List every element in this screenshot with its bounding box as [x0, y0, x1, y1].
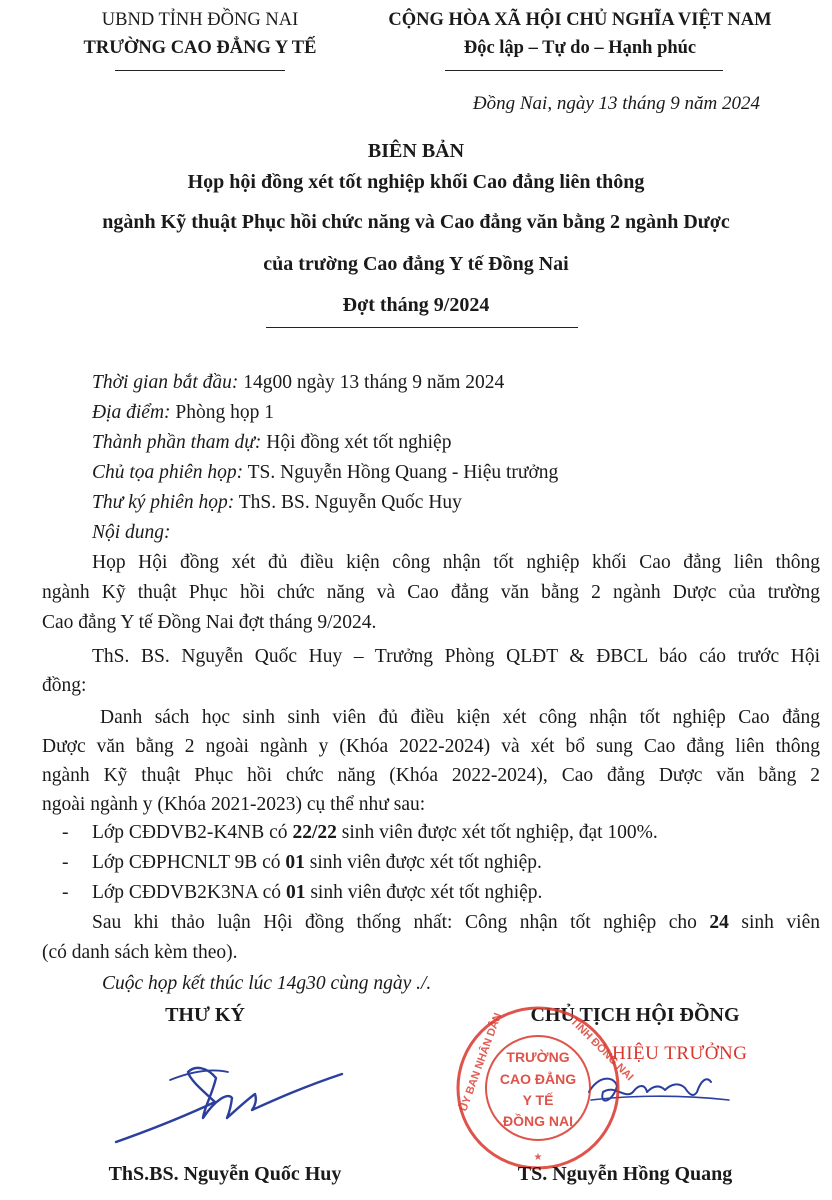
start-time-row	[92, 372, 504, 394]
stamp-ring-right: TỈNH ĐỒNG NAI	[567, 1015, 636, 1084]
bullet-dash: -	[62, 822, 69, 843]
motto: Độc lập – Tự do – Hạnh phúc	[463, 38, 697, 58]
stamp-ring-left: ỦY BAN NHÂN DÂN	[457, 1011, 505, 1114]
right-header-underline	[445, 70, 723, 71]
para1-line2: ngành Kỹ thuật Phục hồi chức năng và Cao đẳng văn bằng 2 ngành Dược của trường	[42, 582, 820, 603]
bullet-dash: -	[62, 852, 69, 873]
chairman-name: TS. Nguyễn Hồng Quang	[517, 1163, 733, 1185]
bullet-item-3	[92, 882, 542, 904]
stamp-line-3: Y TẾ	[522, 1092, 554, 1108]
start-time-value: 14g00 ngày 13 tháng 9 năm 2024	[238, 372, 505, 393]
title-line-5: Đợt tháng 9/2024	[342, 294, 490, 316]
attendees-row	[92, 432, 451, 454]
chair-label: Chủ tọa phiên họp:	[92, 462, 244, 483]
bullet-3-text-c: sinh viên được xét tốt nghiệp.	[305, 882, 543, 903]
para3-line3: ngành Kỹ thuật Phục hồi chức năng (Khóa 2022-2024), Cao đẳng Dược văn bằng 2	[42, 765, 820, 786]
place-label: Địa điểm:	[92, 402, 171, 423]
document-title: BIÊN BẢN	[367, 140, 465, 162]
bullet-1-text-c: sinh viên được xét tốt nghiệp, đạt 100%.	[336, 822, 658, 843]
closing-note: Cuộc họp kết thúc lúc 14g30 cùng ngày ./.	[102, 973, 432, 994]
bullet-3-text-a: Lớp CĐDVB2K3NA có	[92, 882, 286, 903]
attendees-label: Thành phần tham dự:	[92, 432, 262, 453]
secretary-value: ThS. BS. Nguyễn Quốc Huy	[234, 492, 462, 513]
secretary-row	[92, 492, 462, 514]
para4-line1	[92, 912, 820, 934]
bullet-3-count: 01	[285, 882, 306, 903]
principal-subtitle: HIỆU TRƯỞNG	[612, 1043, 748, 1064]
para3-line4: ngoài ngành y (Khóa 2021-2023) cụ thể như sau:	[42, 794, 426, 815]
chairman-title: CHỦ TỊCH HỘI ĐỒNG	[530, 1004, 740, 1026]
document-date: Đồng Nai, ngày 13 tháng 9 năm 2024	[472, 93, 760, 114]
country-name: CỘNG HÒA XÃ HỘI CHỦ NGHĨA VIỆT NAM	[388, 10, 772, 30]
stamp-star-icon: ★	[533, 1152, 543, 1163]
bullet-2-count: 01	[285, 852, 305, 873]
bullet-dash: -	[62, 882, 69, 903]
left-header-underline	[115, 70, 285, 71]
para4-text-a: Sau khi thảo luận Hội đồng thống nhất: Công nhận tốt nghiệp cho	[92, 912, 710, 933]
para2-line1: ThS. BS. Nguyễn Quốc Huy – Trưởng Phòng QLĐT & ĐBCL báo cáo trước Hội	[92, 646, 820, 667]
stamp-line-4: ĐỒNG NAI	[503, 1113, 573, 1129]
stamp-line-2: CAO ĐẲNG	[499, 1071, 577, 1087]
chair-row	[92, 462, 558, 484]
para1-line3: Cao đẳng Y tế Đồng Nai đợt tháng 9/2024.	[42, 612, 377, 633]
agency-name: UBND TỈNH ĐỒNG NAI	[101, 10, 299, 30]
para2-line2: đồng:	[42, 675, 87, 696]
para3-line1: Danh sách học sinh sinh viên đủ điều kiện xét công nhận tốt nghiệp Cao đẳng	[100, 707, 820, 728]
bullet-1-text-a: Lớp CĐDVB2-K4NB có	[92, 822, 293, 843]
para1-line1: Họp Hội đồng xét đủ điều kiện công nhận tốt nghiệp khối Cao đẳng liên thông	[92, 552, 820, 573]
secretary-title: THƯ KÝ	[165, 1004, 245, 1026]
para3-line2: Dược văn bằng 2 ngoài ngành y (Khóa 2022-2024) và xét bổ sung Cao đẳng liên thông	[42, 736, 820, 757]
stamp-line-1: TRƯỜNG	[506, 1049, 570, 1065]
place-value: Phòng họp 1	[170, 402, 275, 423]
bullet-1-count: 22/22	[292, 822, 337, 843]
secretary-label: Thư ký phiên họp:	[92, 492, 235, 513]
bullet-item-1	[92, 822, 658, 844]
title-line-3: ngành Kỹ thuật Phục hồi chức năng và Cao đẳng văn bằng 2 ngành Dược	[102, 211, 730, 233]
attendees-value: Hội đồng xét tốt nghiệp	[261, 432, 452, 453]
bullet-item-2	[92, 852, 542, 874]
secretary-name: ThS.BS. Nguyễn Quốc Huy	[108, 1163, 342, 1185]
para4-line2: (có danh sách kèm theo).	[42, 942, 238, 963]
chair-value: TS. Nguyễn Hồng Quang - Hiệu trưởng	[243, 462, 559, 483]
place-row	[92, 402, 274, 424]
content-label: Nội dung:	[92, 522, 171, 543]
bullet-2-text-c: sinh viên được xét tốt nghiệp.	[304, 852, 542, 873]
bullet-2-text-a: Lớp CĐPHCNLT 9B có	[92, 852, 286, 873]
graduate-count: 24	[709, 912, 729, 933]
school-name: TRƯỜNG CAO ĐẲNG Y TẾ	[83, 38, 317, 58]
secretary-signature	[110, 1050, 350, 1150]
start-time-label: Thời gian bắt đầu:	[92, 372, 239, 393]
para4-text-c: sinh viên	[728, 912, 820, 933]
title-line-2: Họp hội đồng xét tốt nghiệp khối Cao đẳng liên thông	[187, 171, 645, 193]
title-underline	[266, 327, 578, 328]
title-line-4: của trường Cao đẳng Y tế Đồng Nai	[263, 253, 569, 275]
